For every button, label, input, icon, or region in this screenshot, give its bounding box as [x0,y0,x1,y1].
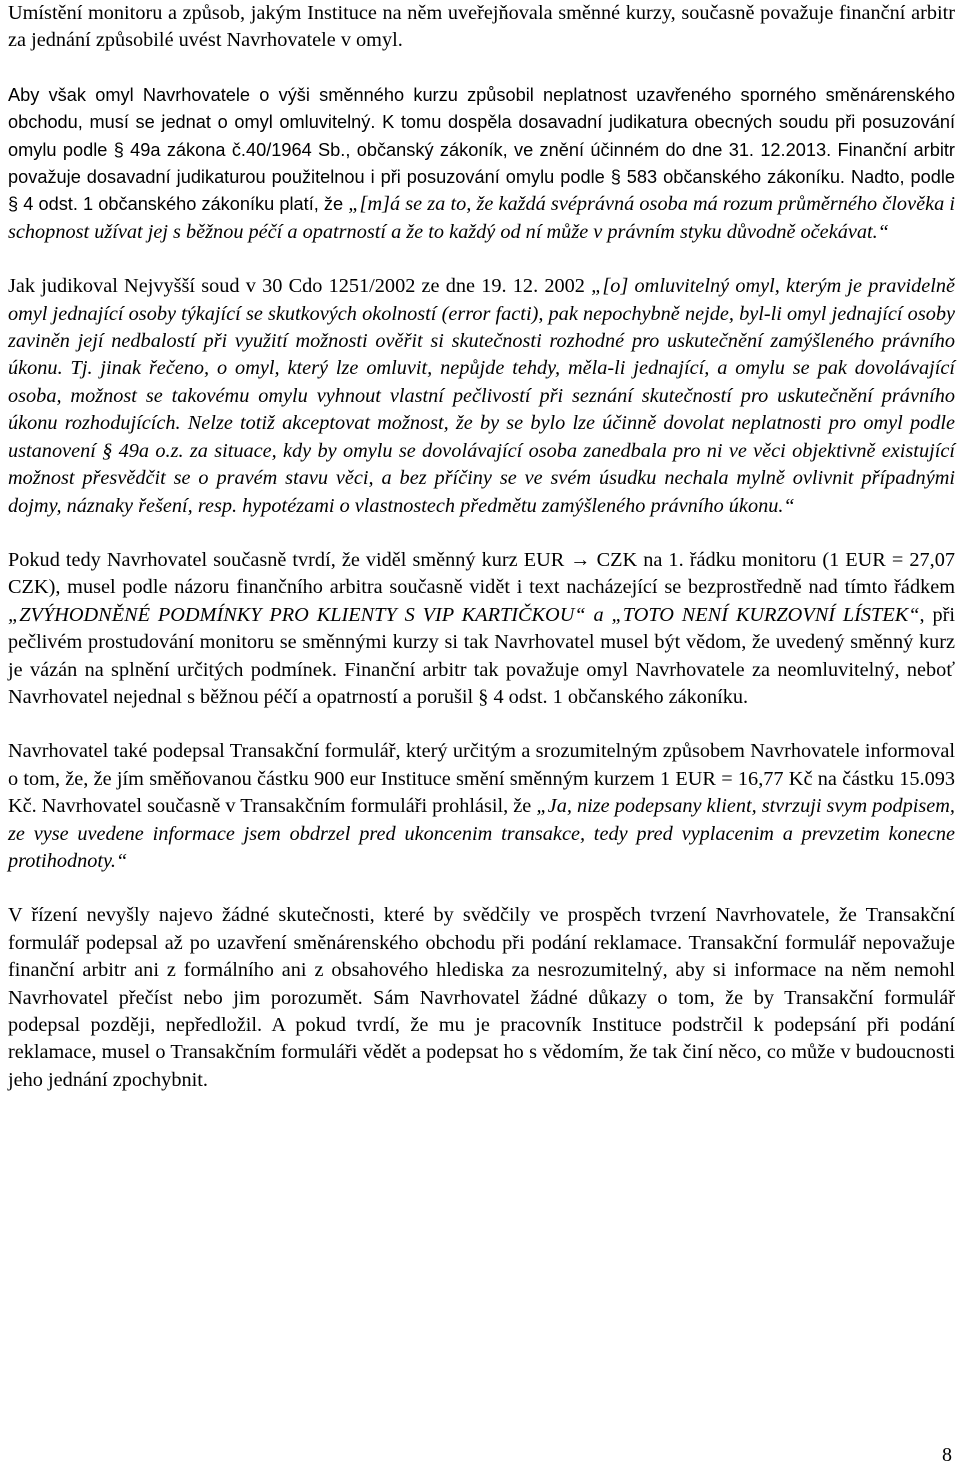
paragraph-text: Jak judikoval Nejvyšší soud v 30 Cdo 1251/2002 ze dne 19. 12. 2002 [8,275,592,298]
page-number: 8 [942,1444,952,1466]
paragraph-text: Aby však omyl Navrhovatele o výši směnného kurzu způsobil neplatnost uzavřeného sporného směnárenského obchodu, musí se jednat o omyl omluvitelný. K tomu dospěla dosavadní judikatura obecných soudu při posuzování omylu podle § 49a zákona č.40/1964 Sb., občanský zákoník, ve znění účinném do dne 31. 12.2013. Finanční arbitr považuje dosavadní judikaturou použitelnou i při posuzování omylu podle § 583 občanského zákoníku. Nadto, podle § 4 odst. 1 občanského zákoníku platí, že [8,84,955,215]
quote-civil-code: „[m]á se za to, že každá svéprávná osoba má rozum průměrného člověka i schopnost užívat jej s běžnou péčí a opatrností a že to každý od ní může v právním styku důvodně očekávat.“ [8,193,955,243]
quote-supreme-court: „[o] omluvitelný omyl, kterým je pravidelně omyl jednající osoby týkající se skutkových okolností (error facti), pak nepochybně nejde, byl-li omyl jednající osoby zaviněn její nedbalostí při využití možnosti ověřit si skutečnosti rozhodné pro uskutečnění zamýšleného právního úkonu. Tj. jinak řečeno, o omyl, který lze omluvit, nepůjde tehdy, měla-li jednající, a omylu se pak dovolávající osoba, možnost se takovému omylu vyhnout vlastní pečlivostí při seznání skutečností pro uskutečnění právního úkonu rozhodujících. Nelze totiž akceptovat možnost, že by se bylo lze účinně dovolat neplatnosti pro omyl podle ustanovení § 49a o.z. za situace, kdy by omylu se dovolávající osoba zanedbala pro ni ve věci objektivně existující možnost přesvědčit se o pravém stavu věci, a bez příčiny se ve svém úsudku nechala mylně ovlivnit případnými dojmy, náznaky řešení, resp. hypotézami o vlastnostech předmětu zamýšleného právního úkonu.“ [8,275,955,517]
paragraph-supreme-court [8,273,955,520]
paragraph-excusable-error [8,82,955,246]
paragraph-gap [8,875,955,902]
quote-monitor-text: „ZVÝHODNĚNÉ PODMÍNKY PRO KLIENTY S VIP KARTIČKOU“ a „TOTO NENÍ KURZOVNÍ LÍSTEK“ [8,603,920,626]
paragraph-text: Pokud tedy Navrhovatel současně tvrdí, že viděl směnný kurz EUR → CZK na 1. řádku monitoru (1 EUR = 27,07 CZK), musel podle názoru finančního arbitra současně vidět i text nacházející se bezprostředně nad tímto řádkem [8,548,955,599]
paragraph-transaction-form [8,738,955,875]
paragraph-proceedings [8,902,955,1094]
paragraph-gap [8,246,955,273]
document-page [8,0,955,1094]
paragraph-gap [8,55,955,82]
quote-client-declaration: „Ja, nize podepsany klient, stvrzuji svym podpisem, ze vyse uvedene informace jsem obdrzel pred ukoncenim transakce, tedy pred vyplacenim a prevzetim konecne protihodnoty.“ [8,795,955,872]
paragraph-text: Navrhovatel také podepsal Transakční formulář, který určitým a srozumitelným způsobem Navrhovatele informoval o tom, že, že jím směňovanou částku 900 eur Instituce smění směnným kurzem 1 EUR = 16,77 Kč na částku 15.093 Kč. Navrhovatel současně v Transakčním formuláři prohlásil, že [8,740,955,818]
paragraph-gap [8,711,955,738]
paragraph-text: Umístění monitoru a způsob, jakým Instituce na něm uveřejňovala směnné kurzy, současně považuje finanční arbitr za jednání způsobilé uvést Navrhovatele v omyl. [8,2,955,52]
paragraph-text: V řízení nevyšly najevo žádné skutečnosti, které by svědčily ve prospěch tvrzení Navrhovatele, že Transakční formulář podepsal až po uzavření směnárenského obchodu při podání reklamace. Transakční formulář nepovažuje finanční arbitr ani z formálního ani z obsahového hlediska za nesrozumitelný, aby si informace na něm nemohl Navrhovatel přečíst nebo jim porozumět. Sám Navrhovatel žádné důkazy o tom, že by Transakční formulář podepsal později, nepředložil. A pokud tvrdí, že mu je pracovník Instituce podstrčil k podepsání při podání reklamace, musel o Transakčním formuláři vědět a podepsat ho s vědomím, že tak činí něco, co může v budoucnosti jeho jednání zpochybnit. [8,904,955,1091]
paragraph-monitor-placement [8,0,955,55]
paragraph-text: , při pečlivém prostudování monitoru se směnnými kurzy si tak Navrhovatel musel být vědom, že uvedený směnný kurz je vázán na splnění určitých podmínek. Finanční arbitr tak považuje omyl Navrhovatele za neomluvitelný, neboť Navrhovatel nejednal s běžnou péčí a opatrností a porušil § 4 odst. 1 občanského zákoníku. [8,603,956,708]
paragraph-gap [8,520,955,547]
paragraph-exchange-rate [8,547,955,711]
